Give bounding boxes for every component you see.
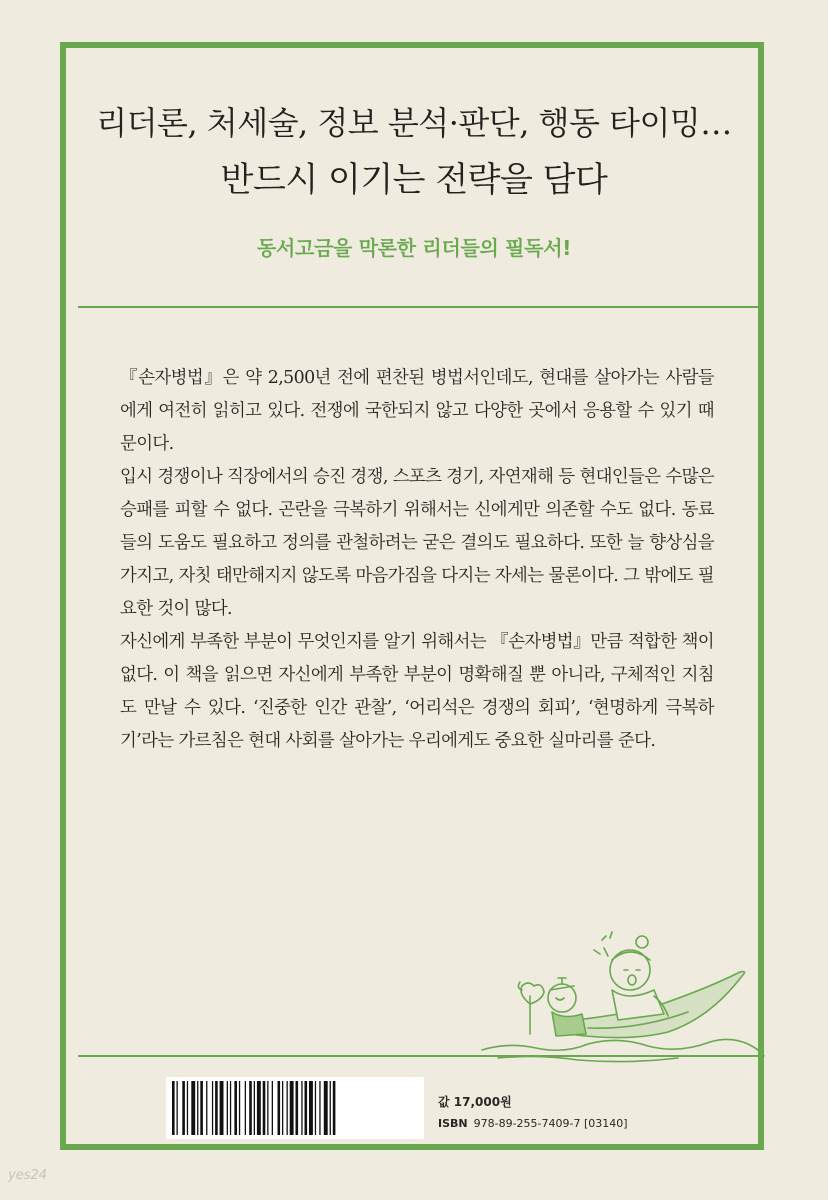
isbn-label: ISBN (438, 1117, 468, 1130)
barcode-bar (212, 1081, 213, 1135)
site-watermark: yes24 (8, 1168, 48, 1183)
barcode-bar (239, 1081, 240, 1135)
barcode-bar (309, 1081, 313, 1135)
isbn-line (438, 1117, 628, 1130)
barcode-bar (191, 1081, 195, 1135)
barcode-bar (305, 1081, 308, 1135)
barcode-bar (182, 1081, 185, 1135)
headline-line-1: 리더론, 처세술, 정보 분석·판단, 행동 타이밍… (96, 104, 732, 142)
barcode-bar (267, 1081, 268, 1135)
barcode-bar (282, 1081, 283, 1135)
barcode-bar (230, 1081, 231, 1135)
barcode-bar (234, 1081, 237, 1135)
barcode-bar (333, 1081, 336, 1135)
barcode-bar (330, 1081, 331, 1135)
bottom-divider (78, 1055, 764, 1057)
barcode (166, 1077, 424, 1139)
barcode-bar (278, 1081, 281, 1135)
isbn-value: 978-89-255-7409-7 [03140] (473, 1117, 628, 1130)
barcode-bar (215, 1081, 218, 1135)
barcode-bar (319, 1081, 320, 1135)
barcode-bar (177, 1081, 178, 1135)
barcode-bar (187, 1081, 188, 1135)
barcode-bar (272, 1081, 273, 1135)
barcode-bar (324, 1081, 328, 1135)
barcode-bar (254, 1081, 255, 1135)
barcode-bar (227, 1081, 228, 1135)
barcode-bar (245, 1081, 246, 1135)
barcode-bar (263, 1081, 266, 1135)
barcode-bar (206, 1081, 207, 1135)
barcode-bar (287, 1081, 288, 1135)
headline-line-2: 반드시 이기는 전략을 담다 (220, 160, 608, 200)
barcode-bar (200, 1081, 203, 1135)
barcode-bar (257, 1081, 261, 1135)
barcode-bar (296, 1081, 299, 1135)
barcode-bar (172, 1081, 175, 1135)
top-divider (78, 306, 764, 308)
barcode-bar (315, 1081, 316, 1135)
boat-illustration (478, 916, 768, 1066)
book-description (120, 362, 714, 758)
barcode-bar (197, 1081, 198, 1135)
description-paragraph-1: 『손자병법』은 약 2,500년 전에 편찬된 병법서인데도, 현대를 살아가는 사람들에게 여전히 읽히고 있다. 전쟁에 국한되지 않고 다양한 곳에서 응용할 수 있기 때문이다. (120, 368, 714, 454)
description-paragraph-2: 입시 경쟁이나 직장에서의 승진 경쟁, 스포츠 경기, 자연재해 등 현대인들은 수많은 승패를 피할 수 없다. 곤란을 극복하기 위해서는 신에게만 의존할 수도 없다. 동료들의 도움도 필요하고 정의를 관철하려는 굳은 결의도 필요하다. 또한 늘 향상심을 가지고, 자칫 태만해지지 않도록 마음가짐을 다지는 자세는 물론이다. 그 밖에도 필요한 것이 많다. (120, 467, 714, 619)
barcode-bar (290, 1081, 294, 1135)
barcode-bar (220, 1081, 224, 1135)
tagline: 동서고금을 막론한 리더들의 필독서! (256, 236, 572, 260)
price-label: 값 17,000원 (438, 1095, 512, 1109)
barcode-bar (301, 1081, 302, 1135)
barcode-bar (249, 1081, 252, 1135)
description-paragraph-3: 자신에게 부족한 부분이 무엇인지를 알기 위해서는 『손자병법』만큼 적합한 책이 없다. 이 책을 읽으면 자신에게 부족한 부분이 명확해질 뿐 아니라, 구체적인 지침도 만날 수 있다. ‘진중한 인간 관찰’, ‘어리석은 경쟁의 회피’, ‘현명하게 극복하기’라는 가르침은 현대 사회를 살아가는 우리에게도 중요한 실마리를 준다. (120, 632, 714, 751)
